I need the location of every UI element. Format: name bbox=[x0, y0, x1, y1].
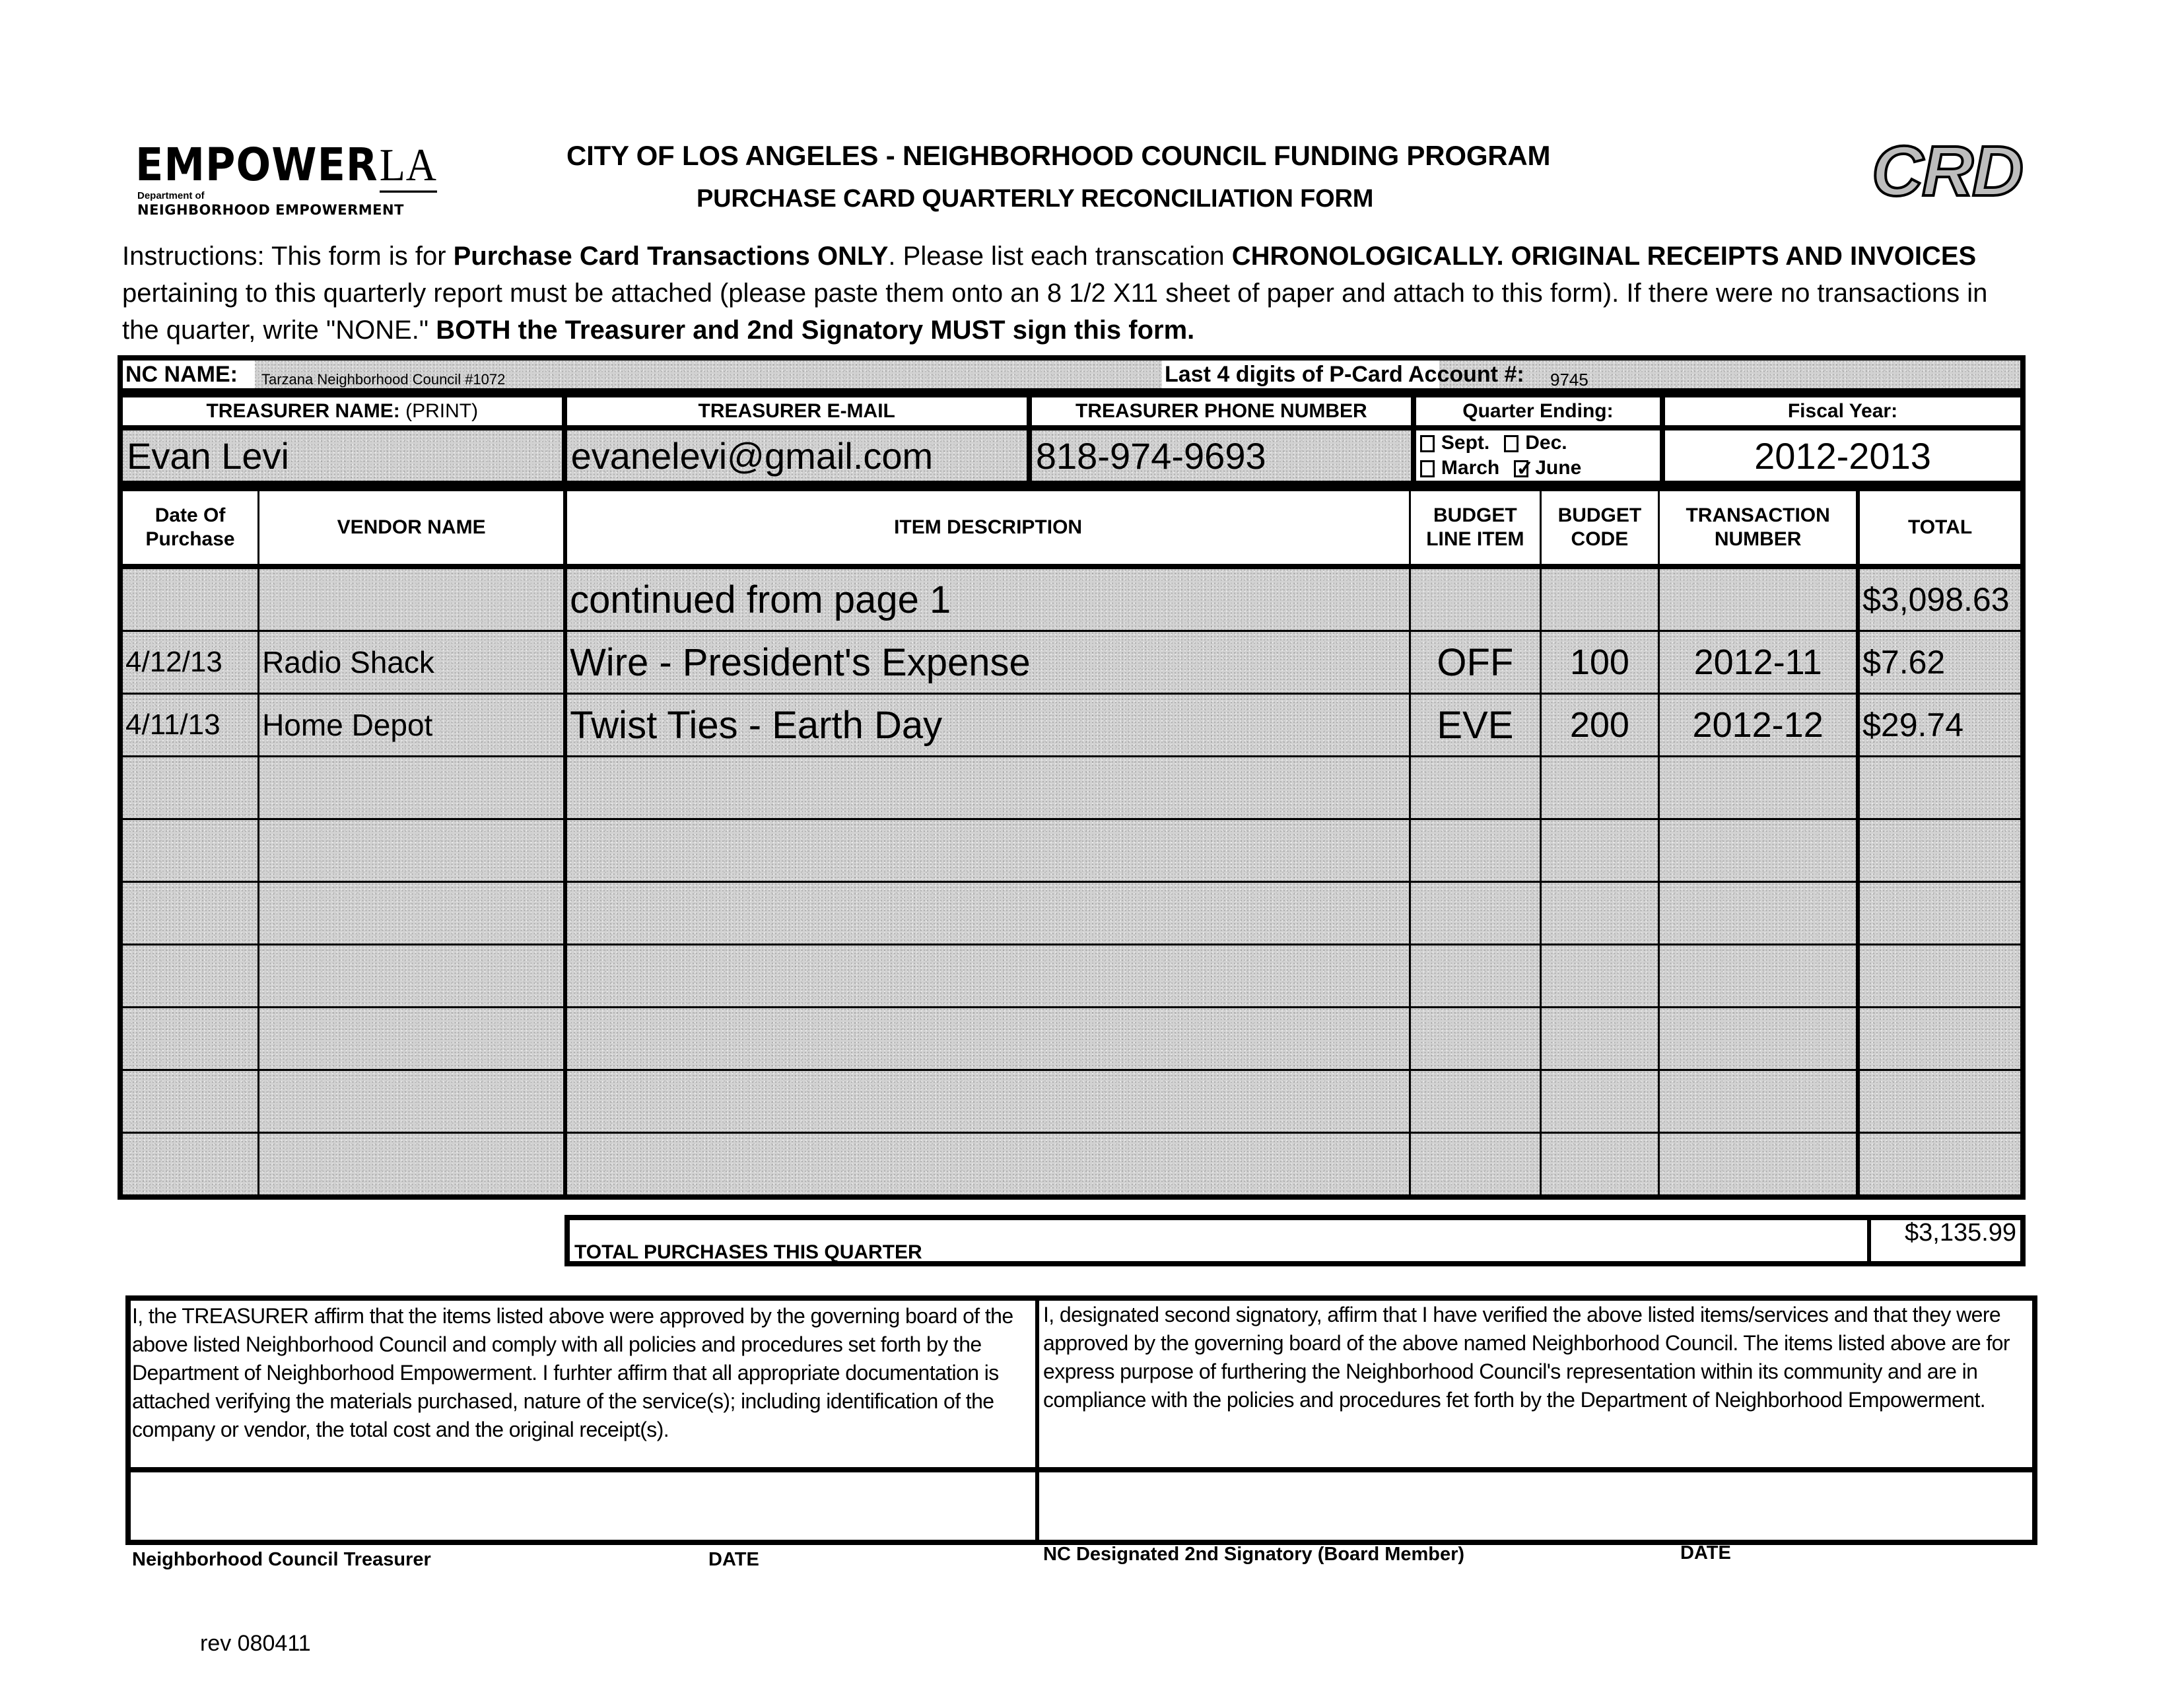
table-row bbox=[120, 945, 2023, 1008]
table-row bbox=[120, 882, 2023, 945]
treasurer-signature-field[interactable] bbox=[131, 1472, 1034, 1540]
transaction-number-cell[interactable] bbox=[1659, 567, 1858, 631]
budget-line-item-cell[interactable] bbox=[1410, 1133, 1540, 1198]
vendor-cell[interactable] bbox=[259, 882, 565, 945]
treasurer-phone-field[interactable]: 818-974-9693 bbox=[1029, 428, 1414, 483]
total-cell[interactable]: $29.74 bbox=[1858, 694, 2023, 757]
quarter-ending-header: Quarter Ending: bbox=[1414, 395, 1662, 428]
treasurer-email-header: TREASURER E-MAIL bbox=[564, 395, 1029, 428]
page-title: CITY OF LOS ANGELES - NEIGHBORHOOD COUNCIL FUNDING PROGRAM bbox=[566, 140, 1551, 171]
vendor-cell[interactable] bbox=[259, 1008, 565, 1070]
budget-line-item-cell[interactable] bbox=[1410, 1070, 1540, 1133]
table-row bbox=[120, 1008, 2023, 1070]
budget-code-cell[interactable] bbox=[1540, 1133, 1659, 1198]
table-row bbox=[120, 631, 2023, 694]
transaction-number-cell[interactable] bbox=[1659, 819, 1858, 882]
logo-dept-line1: Department of bbox=[137, 190, 205, 201]
budget-code-cell[interactable] bbox=[1540, 1070, 1659, 1133]
fiscal-year-field[interactable]: 2012-2013 bbox=[1662, 428, 2023, 483]
logo-la-text: LA bbox=[380, 139, 437, 192]
total-cell[interactable]: $3,098.63 bbox=[1858, 567, 2023, 631]
checkbox-dec[interactable] bbox=[1504, 435, 1519, 452]
transactions-table bbox=[118, 486, 2026, 1200]
signatory-date-label: DATE bbox=[1680, 1542, 1731, 1564]
budget-line-item-cell[interactable]: EVE bbox=[1410, 694, 1540, 757]
item-description-cell[interactable] bbox=[565, 819, 1410, 882]
table-row bbox=[120, 1133, 2023, 1198]
budget-code-cell[interactable]: 100 bbox=[1540, 631, 1659, 694]
col-header-total: TOTAL bbox=[1858, 489, 2023, 567]
total-cell[interactable] bbox=[1858, 945, 2023, 1008]
budget-line-item-cell[interactable] bbox=[1410, 567, 1540, 631]
total-cell[interactable] bbox=[1858, 882, 2023, 945]
budget-line-item-cell[interactable] bbox=[1410, 945, 1540, 1008]
instructions-text: . Please list each transcation bbox=[888, 242, 1232, 271]
transaction-number-cell[interactable] bbox=[1659, 1008, 1858, 1070]
total-purchases-value: $3,135.99 bbox=[1905, 1219, 2017, 1247]
date-cell[interactable] bbox=[120, 1008, 259, 1070]
transaction-number-cell[interactable]: 2012-12 bbox=[1659, 694, 1858, 757]
col-header-item: ITEM DESCRIPTION bbox=[565, 489, 1410, 567]
crd-logo: CRD bbox=[1872, 131, 2022, 211]
quarter-option-june[interactable]: ✓ June bbox=[1514, 457, 1581, 479]
treasurer-date-label: DATE bbox=[708, 1549, 759, 1570]
col-header-vendor: VENDOR NAME bbox=[259, 489, 565, 567]
budget-code-cell[interactable] bbox=[1540, 945, 1659, 1008]
vendor-cell[interactable] bbox=[259, 757, 565, 819]
signatory-signature-field[interactable] bbox=[1041, 1472, 2032, 1540]
treasurer-signature-label: Neighborhood Council Treasurer bbox=[132, 1549, 431, 1570]
total-cell[interactable] bbox=[1858, 1008, 2023, 1070]
vendor-cell[interactable] bbox=[259, 1133, 565, 1198]
logo-empower-text: EMPOWER bbox=[135, 138, 378, 191]
transaction-number-cell[interactable] bbox=[1659, 1133, 1858, 1198]
budget-code-cell[interactable] bbox=[1540, 819, 1659, 882]
item-description-cell[interactable]: Wire - President's Expense bbox=[565, 631, 1410, 694]
total-purchases-label: TOTAL PURCHASES THIS QUARTER bbox=[574, 1241, 922, 1263]
table-row bbox=[120, 694, 2023, 757]
item-description-cell[interactable] bbox=[565, 757, 1410, 819]
instructions-emphasis: CHRONOLOGICALLY. ORIGINAL RECEIPTS AND INVOICES bbox=[1231, 242, 1977, 271]
col-header-transaction: TRANSACTION NUMBER bbox=[1659, 489, 1858, 567]
date-cell[interactable] bbox=[120, 1070, 259, 1133]
date-cell[interactable] bbox=[120, 1133, 259, 1198]
nc-name-field[interactable]: Tarzana Neighborhood Council #1072 bbox=[261, 371, 506, 388]
signatory-signature-label: NC Designated 2nd Signatory (Board Member) bbox=[1043, 1544, 1465, 1565]
treasurer-name-field[interactable]: Evan Levi bbox=[120, 428, 564, 483]
col-header-line-item: BUDGET LINE ITEM bbox=[1410, 489, 1540, 567]
budget-line-item-cell[interactable]: OFF bbox=[1410, 631, 1540, 694]
treasurer-info-table bbox=[118, 392, 2026, 486]
total-cell[interactable] bbox=[1858, 757, 2023, 819]
instructions-text: Instructions: This form is for bbox=[122, 242, 454, 271]
treasurer-email-field[interactable]: evanelevi@gmail.com bbox=[564, 428, 1029, 483]
table-row bbox=[120, 757, 2023, 819]
checkbox-june-checked[interactable] bbox=[1514, 460, 1528, 477]
col-header-budget-code: BUDGET CODE bbox=[1540, 489, 1659, 567]
empower-la-logo bbox=[135, 138, 437, 191]
date-cell[interactable] bbox=[120, 819, 259, 882]
item-description-cell[interactable] bbox=[565, 1008, 1410, 1070]
vendor-cell[interactable] bbox=[259, 945, 565, 1008]
total-cell[interactable] bbox=[1858, 1133, 2023, 1198]
quarter-option-march[interactable]: March bbox=[1420, 457, 1499, 479]
treasurer-affirmation-text: I, the TREASURER affirm that the items listed above were approved by the governing board of the above listed Neighborhood Council and comply with all policies and procedures set forth by the Department of Neighborhood Empowerment. I furhter affirm that all appropriate documentation is attached verifying the materials purchased, nature of the service(s); including identification of the company or vendor, the total cost and the original receipt(s). bbox=[132, 1304, 1013, 1441]
item-description-cell[interactable]: Twist Ties - Earth Day bbox=[565, 694, 1410, 757]
vendor-cell[interactable]: Radio Shack bbox=[259, 631, 565, 694]
vendor-cell[interactable]: Home Depot bbox=[259, 694, 565, 757]
fiscal-year-header: Fiscal Year: bbox=[1662, 395, 2023, 428]
vendor-cell[interactable] bbox=[259, 567, 565, 631]
signature-line-divider bbox=[125, 1467, 2037, 1472]
budget-code-cell[interactable]: 200 bbox=[1540, 694, 1659, 757]
budget-code-cell[interactable] bbox=[1540, 757, 1659, 819]
total-cell[interactable] bbox=[1858, 819, 2023, 882]
transaction-number-cell[interactable]: 2012-11 bbox=[1659, 631, 1858, 694]
transaction-number-cell[interactable] bbox=[1659, 757, 1858, 819]
budget-line-item-cell[interactable] bbox=[1410, 1008, 1540, 1070]
nc-name-label: NC NAME: bbox=[125, 362, 238, 387]
budget-line-item-cell[interactable] bbox=[1410, 882, 1540, 945]
treasurer-name-header: TREASURER NAME: (PRINT) bbox=[120, 395, 564, 428]
quarter-ending-options bbox=[1414, 428, 1662, 483]
logo-dept-line2: NEIGHBORHOOD EMPOWERMENT bbox=[137, 202, 404, 218]
vendor-cell[interactable] bbox=[259, 1070, 565, 1133]
transaction-number-cell[interactable] bbox=[1659, 1070, 1858, 1133]
total-cell[interactable]: $7.62 bbox=[1858, 631, 2023, 694]
budget-code-cell[interactable] bbox=[1540, 1008, 1659, 1070]
quarter-option-sept[interactable]: Sept. bbox=[1420, 432, 1489, 454]
budget-code-cell[interactable] bbox=[1540, 882, 1659, 945]
item-description-cell[interactable]: continued from page 1 bbox=[565, 567, 1410, 631]
treasurer-phone-header: TREASURER PHONE NUMBER bbox=[1029, 395, 1414, 428]
checkbox-march[interactable] bbox=[1420, 460, 1435, 477]
checkbox-sept[interactable] bbox=[1420, 435, 1435, 452]
date-cell[interactable]: 4/12/13 bbox=[120, 631, 259, 694]
col-header-date: Date Of Purchase bbox=[120, 489, 259, 567]
transaction-number-cell[interactable] bbox=[1659, 882, 1858, 945]
budget-code-cell[interactable] bbox=[1540, 567, 1659, 631]
instructions-text: pertaining to this quarterly report must be attached (please paste them onto an 8 1/2 X11 sheet of paper and attach to this form). If there were no transactions in the quarter, write "NONE." bbox=[122, 279, 1988, 345]
date-cell[interactable] bbox=[120, 945, 259, 1008]
pcard-account-label: Last 4 digits of P-Card Account #: bbox=[1165, 362, 1524, 387]
item-description-cell[interactable] bbox=[565, 1133, 1410, 1198]
table-row bbox=[120, 567, 2023, 631]
transaction-number-cell[interactable] bbox=[1659, 945, 1858, 1008]
item-description-cell[interactable] bbox=[565, 945, 1410, 1008]
quarter-option-dec[interactable]: Dec. bbox=[1504, 432, 1567, 454]
budget-line-item-cell[interactable] bbox=[1410, 757, 1540, 819]
table-row bbox=[120, 1070, 2023, 1133]
instructions-emphasis: Purchase Card Transactions ONLY bbox=[453, 242, 889, 271]
page-subtitle: PURCHASE CARD QUARTERLY RECONCILIATION FORM bbox=[697, 185, 1374, 213]
instructions-emphasis: BOTH the Treasurer and 2nd Signatory MUST sign this form. bbox=[436, 316, 1195, 345]
budget-line-item-cell[interactable] bbox=[1410, 819, 1540, 882]
date-cell[interactable] bbox=[120, 567, 259, 631]
date-cell[interactable] bbox=[120, 757, 259, 819]
table-row bbox=[120, 819, 2023, 882]
item-description-cell[interactable] bbox=[565, 882, 1410, 945]
date-cell[interactable]: 4/11/13 bbox=[120, 694, 259, 757]
item-description-cell[interactable] bbox=[565, 1070, 1410, 1133]
instructions bbox=[122, 238, 2024, 349]
vendor-cell[interactable] bbox=[259, 819, 565, 882]
revision-label: rev 080411 bbox=[200, 1631, 311, 1656]
pcard-account-field[interactable]: 9745 bbox=[1550, 370, 1588, 390]
affirmation-divider bbox=[1035, 1295, 1039, 1545]
date-cell[interactable] bbox=[120, 882, 259, 945]
total-cell[interactable] bbox=[1858, 1070, 2023, 1133]
signatory-affirmation-text: I, designated second signatory, affirm that I have verified the above listed items/services and that they were approved by the governing board of the above named Neighborhood Council. The items listed above are for express purpose of furthering the Neighborhood Council's representation within its community and are in compliance with the policies and procedures fet forth by the Department of Neighborhood Empowerment. bbox=[1043, 1303, 2010, 1412]
